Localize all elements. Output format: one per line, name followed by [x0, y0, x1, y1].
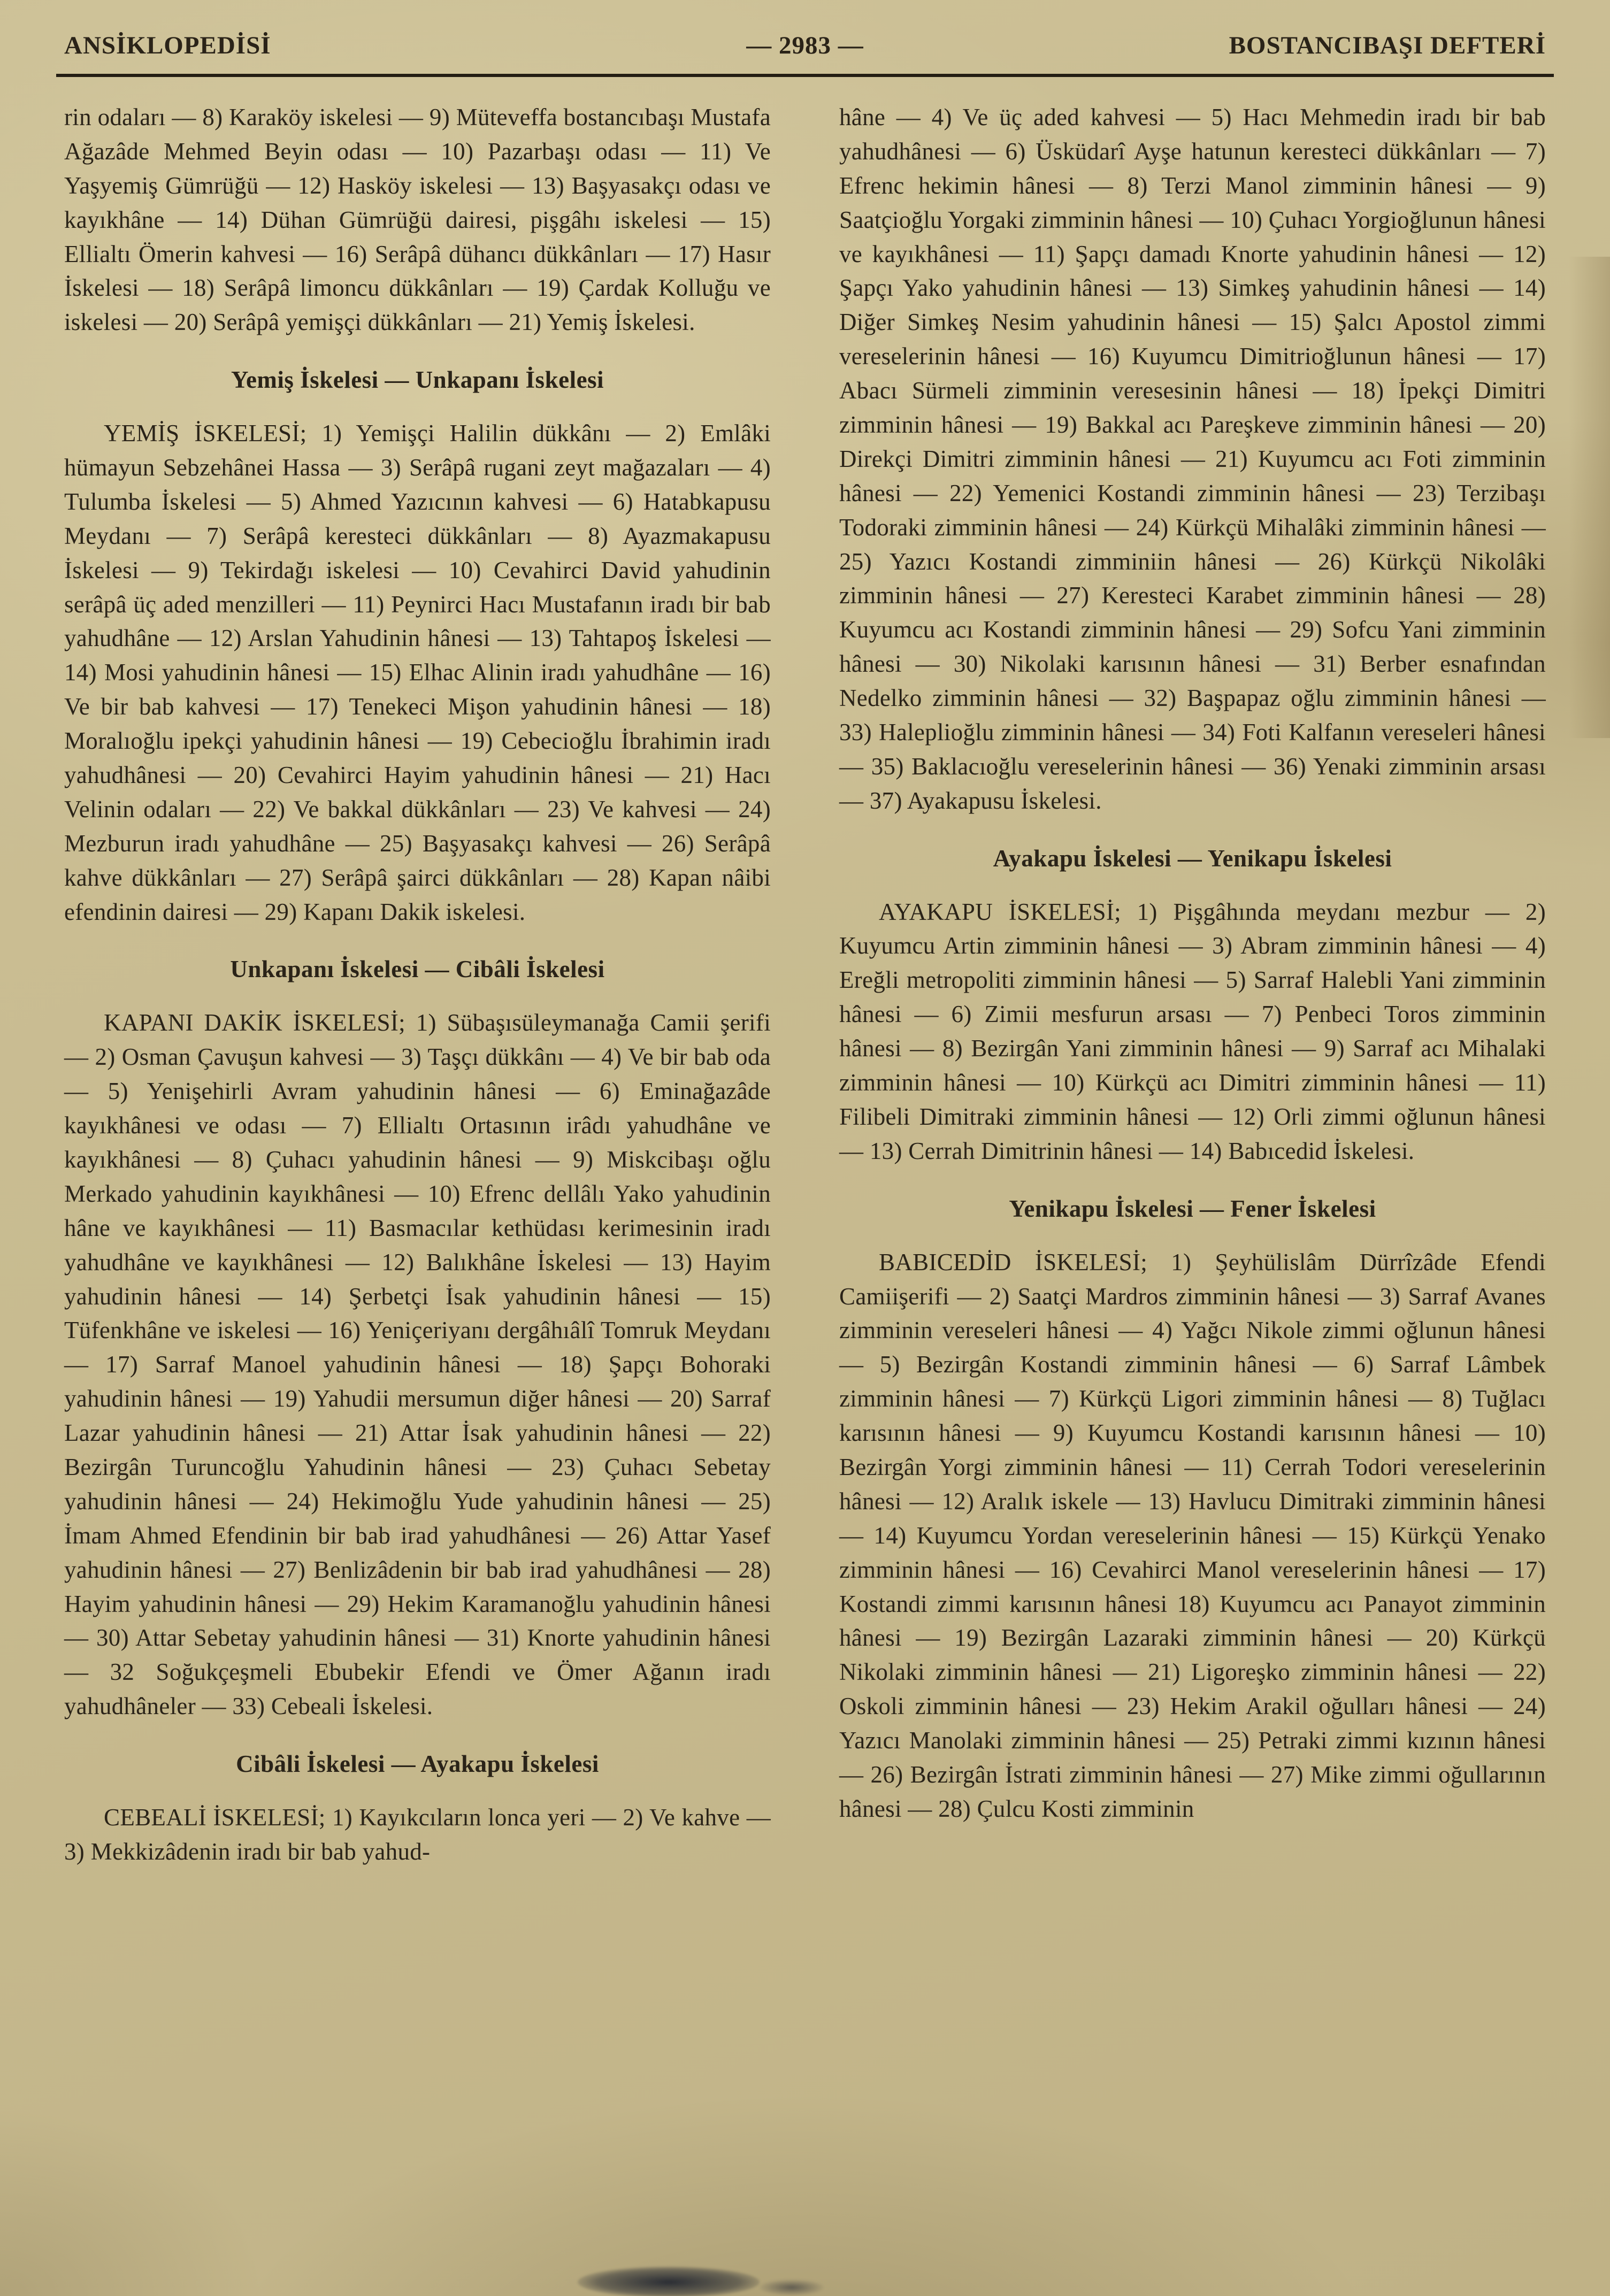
- paragraph: AYAKAPU İSKELESİ; 1) Pişgâhında meydanı mezbur — 2) Kuyumcu Artin zimminin hânesi — 3) Abram zimminin hânesi — 4) Ereğli metropoliti zimminin hânesi — 5) Sarraf Halebli Yani zimminin hânesi — 6) Zimii mesfurun arsası — 7) Penbeci Toros zimminin hânesi — 8) Bezirgân Yani zimminin hânesi — 9) Sarraf acı Mihalaki zimminin hânesi — 10) Kürkçü acı Dimitri zimminin hânesi — 11) Filibeli Dimitraki zimminin hânesi — 12) Orli zimmi oğlunun hânesi — 13) Cerrah Dimitrinin hânesi — 14) Babıcedid İskelesi.: [839, 898, 1546, 1164]
- section-heading: Ayakapu İskelesi — Yenikapu İskelesi: [993, 844, 1392, 872]
- paragraph-continuation: rin odaları — 8) Karaköy iskelesi — 9) Müteveffa bostancıbaşı Mustafa Ağazâde Mehmed Beyin odası — 10) Pazarbaşı odası — 11) Ve Yaşyemiş Gümrüğü — 12) Hasköy iskelesi — 13) Başyasakçı odası ve kayıkhâne — 14) Dühan Gümrüğü dairesi, pişgâhı iskelesi — 15) Ellialtı Ömerin kahvesi — 16) Serâpâ dühancı dükkânları — 17) Hasır İskelesi — 18) Serâpâ limoncu dükkânları — 19) Çardak Kolluğu ve iskelesi — 20) Serâpâ yemişçi dükkânları — 21) Yemiş İskelesi.: [64, 104, 771, 336]
- ink-smudge: [578, 2267, 760, 2296]
- page-header: [0, 0, 1610, 60]
- ink-smudge-small: [760, 2279, 824, 2295]
- page-body: [0, 77, 1610, 1869]
- paragraph-continuation: hâne — 4) Ve üç aded kahvesi — 5) Hacı Mehmedin iradı bir bab yahudhânesi — 6) Üsküdarî Ayşe hatunun keresteci dükkânları — 7) Efrenc hekimin hânesi — 8) Terzi Manol zimminin hânesi — 9) Saatçioğlu Yorgaki zimminin hânesi — 10) Çuhacı Yorgioğlunun hânesi ve kayıkhânesi — 11) Şapçı damadı Knorte yahudinin hânesi — 12) Şapçı Yako yahudinin hânesi — 13) Simkeş yahudinin hânesi — 14) Diğer Simkeş Nesim yahudinin hânesi — 15) Şalcı Apostol zimmi vereselerinin hânesi — 16) Kuyumcu Dimitrioğlunun hânesi — 17) Abacı Sürmeli zimminin veresesinin hânesi — 18) İpekçi Dimitri zimminin hânesi — 19) Bakkal acı Pareşkeve zimminin hânesi — 20) Direkçi Dimitri zimminin hânesi — 21) Kuyumcu acı Foti zimminin hânesi — 22) Yemenici Kostandi zimminin hânesi — 23) Terzibaşı Todoraki zimminin hânesi — 24) Kürkçü Mihalâki zimminin hânesi — 25) Yazıcı Kostandi zimminiin hânesi — 26) Kürkçü Nikolâki zimminin hânesi — 27) Keresteci Karabet zimminin hânesi — 28) Kuyumcu acı Kostandi zimminin hânesi — 29) Sofcu Yani zimminin hânesi — 30) Nikolaki karısının hânesi — 31) Berber esnafından Nedelko zimminin hânesi — 32) Başpapaz oğlu zimminin hânesi — 33) Haleplioğlu zimminin hânesi — 34) Foti Kalfanın vereseleri hânesi — 35) Baklacıoğlu vereselerinin hânesi — 36) Yenaki zimminin arsası — 37) Ayakapusu İskelesi.: [839, 104, 1546, 814]
- paragraph: KAPANI DAKİK İSKELESİ; 1) Sübaşısüleymanağa Camii şerifi — 2) Osman Çavuşun kahvesi — 3) Taşçı dükkânı — 4) Ve bir bab oda — 5) Yenişehirli Avram yahudinin hânesi — 6) Eminağazâde kayıkhânesi ve odası — 7) Ellialtı Ortasının irâdı yahudhâne ve kayıkhânesi — 8) Çuhacı yahudinin hânesi — 9) Miskcibaşı oğlu Merkado yahudinin kayıkhânesi — 10) Efrenc dellâlı Yako yahudinin hâne ve kayıkhânesi — 11) Basmacılar kethüdası kerimesinin iradı yahudhâne ve kayıkhânesi — 12) Balıkhâne İskelesi — 13) Hayim yahudinin hânesi — 14) Şerbetçi İsak yahudinin hânesi — 15) Tüfenkhâne ve iskelesi — 16) Yeniçeriyanı dergâhıâlî Tomruk Meydanı — 17) Sarraf Manoel yahudinin hânesi — 18) Şapçı Bohoraki yahudinin hânesi — 19) Yahudii mersumun diğer hânesi — 20) Sarraf Lazar yahudinin hânesi — 21) Attar İsak yahudinin hânesi — 22) Bezirgân Turuncoğlu Yahudinin hânesi — 23) Çuhacı Sebetay yahudinin hânesi — 24) Hekimoğlu Yude yahudinin hânesi — 25) İmam Ahmed Efendinin bir bab irad yahudhânesi — 26) Attar Yasef yahudinin hânesi — 27) Benlizâdenin bir bab irad yahudhânesi — 28) Hayim yahudinin hânesi — 29) Hekim Karamanoğlu yahudinin hânesi — 30) Attar Sebetay yahudinin hânesi — 31) Knorte yahudinin hânesi — 32 Soğukçeşmeli Ebubekir Efendi ve Ömer Ağanın iradı yahudhâneler — 33) Cebeali İskelesi.: [64, 1009, 771, 1720]
- column-right: [839, 101, 1546, 1869]
- paragraph: CEBEALİ İSKELESİ; 1) Kayıkcıların lonca yeri — 2) Ve kahve — 3) Mekkizâdenin iradı bir bab yahud-: [64, 1803, 771, 1865]
- section-heading: Yemiş İskelesi — Unkapanı İskelesi: [231, 366, 604, 394]
- article-title: BOSTANCIBAŞI DEFTERİ: [1229, 32, 1546, 59]
- section-heading: Cibâli İskelesi — Ayakapu İskelesi: [236, 1750, 599, 1778]
- page-number: — 2983 —: [746, 32, 864, 59]
- paragraph: BABICEDİD İSKELESİ; 1) Şeyhülislâm Dürrîzâde Efendi Camiişerifi — 2) Saatçi Mardros zimminin hânesi — 3) Sarraf Avanes zimminin vereseleri hânesi — 4) Yağcı Nikole zimmi oğlunun hânesi — 5) Bezirgân Kostandi zimminin hânesi — 6) Sarraf Lâmbek zimminin hânesi — 7) Kürkçü Ligori zimminin hânesi — 8) Tuğlacı karısının hânesi — 9) Kuyumcu Kostandi karısının hânesi — 10) Bezirgân Yorgi zimminin hânesi — 11) Cerrah Todori vereselerinin hânesi — 12) Aralık iskele — 13) Havlucu Dimitraki zimminin hânesi — 14) Kuyumcu Yordan vereselerinin hânesi — 15) Kürkçü Yenako zimminin hânesi — 16) Cevahirci Manol vereselerinin hânesi — 17) Kostandi zimmi karısının hânesi 18) Kuyumcu acı Panayot zimminin hânesi — 19) Bezirgân Lazaraki zimminin hânesi — 20) Kürkçü Nikolaki zimminin hânesi — 21) Ligoreşko zimminin hânesi — 22) Oskoli zimminin hânesi — 23) Hekim Arakil oğulları hânesi — 24) Yazıcı Manolaki zimminin hânesi — 25) Petraki zimmi kızının hânesi — 26) Bezirgân İstrati zimminin hânesi — 27) Mike zimmi oğullarının hânesi — 28) Çulcu Kosti zimminin: [839, 1248, 1546, 1822]
- paragraph: YEMİŞ İSKELESİ; 1) Yemişçi Halilin dükkânı — 2) Emlâki hümayun Sebzehânei Hassa — 3) Serâpâ rugani zeyt mağazaları — 4) Tulumba İskelesi — 5) Ahmed Yazıcının kahvesi — 6) Hatabkapusu Meydanı — 7) Serâpâ keresteci dükkânları — 8) Ayazmakapusu İskelesi — 9) Tekirdağı iskelesi — 10) Cevahirci David yahudinin serâpâ üç aded menzilleri — 11) Peynirci Hacı Mustafanın iradı bir bab yahudhâne — 12) Arslan Yahudinin hânesi — 13) Tahtapoş İskelesi — 14) Mosi yahudinin hânesi — 15) Elhac Alinin iradı yahudhâne — 16) Ve bir bab kahvesi — 17) Tenekeci Mişon yahudinin hânesi — 18) Moralıoğlu ipekçi yahudinin hânesi — 19) Cebecioğlu İbrahimin iradı yahudhânesi — 20) Cevahirci Hayim yahudinin hânesi — 21) Hacı Velinin odaları — 22) Ve bakkal dükkânları — 23) Ve kahvesi — 24) Mezburun iradı yahudhâne — 25) Başyasakçı kahvesi — 26) Serâpâ kahve dükkânları — 27) Serâpâ şairci dükkânları — 28) Kapan nâibi efendinin dairesi — 29) Kapanı Dakik iskelesi.: [64, 420, 771, 925]
- journal-title: ANSİKLOPEDİSİ: [64, 32, 271, 59]
- section-heading: Unkapanı İskelesi — Cibâli İskelesi: [230, 956, 605, 983]
- section-heading: Yenikapu İskelesi — Fener İskelesi: [1009, 1195, 1376, 1222]
- column-left: [64, 101, 771, 1869]
